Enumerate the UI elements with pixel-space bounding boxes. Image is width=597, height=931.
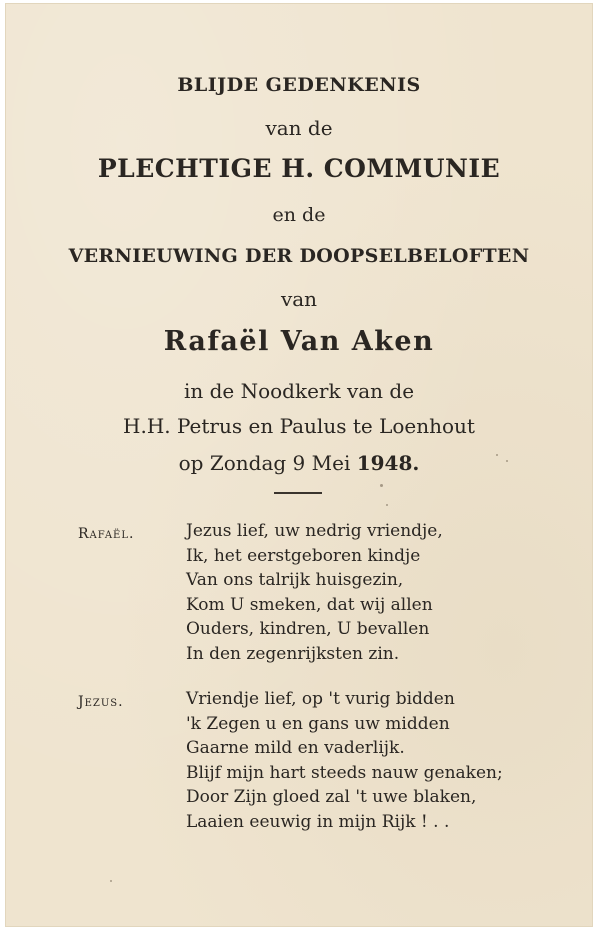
verse-line: Blijf mijn hart steeds nauw genaken; — [186, 762, 503, 783]
parish-line: H.H. Petrus en Paulus te Loenhout — [123, 414, 475, 438]
connector-text: van de — [265, 116, 333, 140]
verse-line: In den zegenrijksten zin. — [186, 643, 400, 664]
verse-line: Kom U smeken, dat wij allen — [186, 594, 433, 615]
paper-speck — [386, 504, 388, 506]
verse-line: Door Zijn gloed zal 't uwe blaken, — [186, 787, 477, 807]
card-subtitle: VERNIEUWING DER DOOPSELBELOFTEN — [68, 245, 530, 267]
paper-speck — [380, 484, 383, 487]
speaker-label: Rafaël. — [78, 526, 135, 542]
divider-rule — [274, 492, 322, 494]
verse-line: Jezus lief, uw nedrig vriendje, — [186, 521, 443, 541]
date-day: 9 Mei — [292, 451, 357, 475]
date-line — [6, 451, 592, 475]
communicant-name: Rafaël Van Aken — [163, 326, 435, 357]
card-heading: BLIJDE GEDENKENIS — [177, 74, 421, 96]
card-title: PLECHTIGE H. COMMUNIE — [97, 154, 501, 183]
verse-line: Vriendje lief, op 't vurig bidden — [186, 689, 455, 709]
verse-line: Ouders, kindren, U bevallen — [186, 619, 430, 639]
connector-text: van — [280, 287, 318, 311]
speaker-label: Jezus. — [78, 694, 124, 710]
date-prefix: op Zondag — [178, 451, 293, 475]
memorial-card — [6, 4, 592, 926]
paper-speck — [506, 460, 508, 462]
connector-text: en de — [272, 204, 326, 226]
verse-line: 'k Zegen u en gans uw midden — [186, 713, 450, 734]
verse-line: Laaien eeuwig in mijn Rijk ! . . — [186, 811, 450, 832]
verse-stanza — [186, 519, 443, 666]
verse-line: Ik, het eerstgeboren kindje — [186, 545, 421, 566]
paper-speck — [496, 454, 498, 456]
paper-speck — [110, 880, 112, 882]
verse-line: Gaarne mild en vaderlijk. — [186, 738, 405, 758]
church-line: in de Noodkerk van de — [183, 379, 415, 403]
verse-stanza — [186, 687, 503, 834]
date-year: 1948. — [356, 451, 420, 475]
verse-line: Van ons talrijk huisgezin, — [186, 570, 404, 590]
